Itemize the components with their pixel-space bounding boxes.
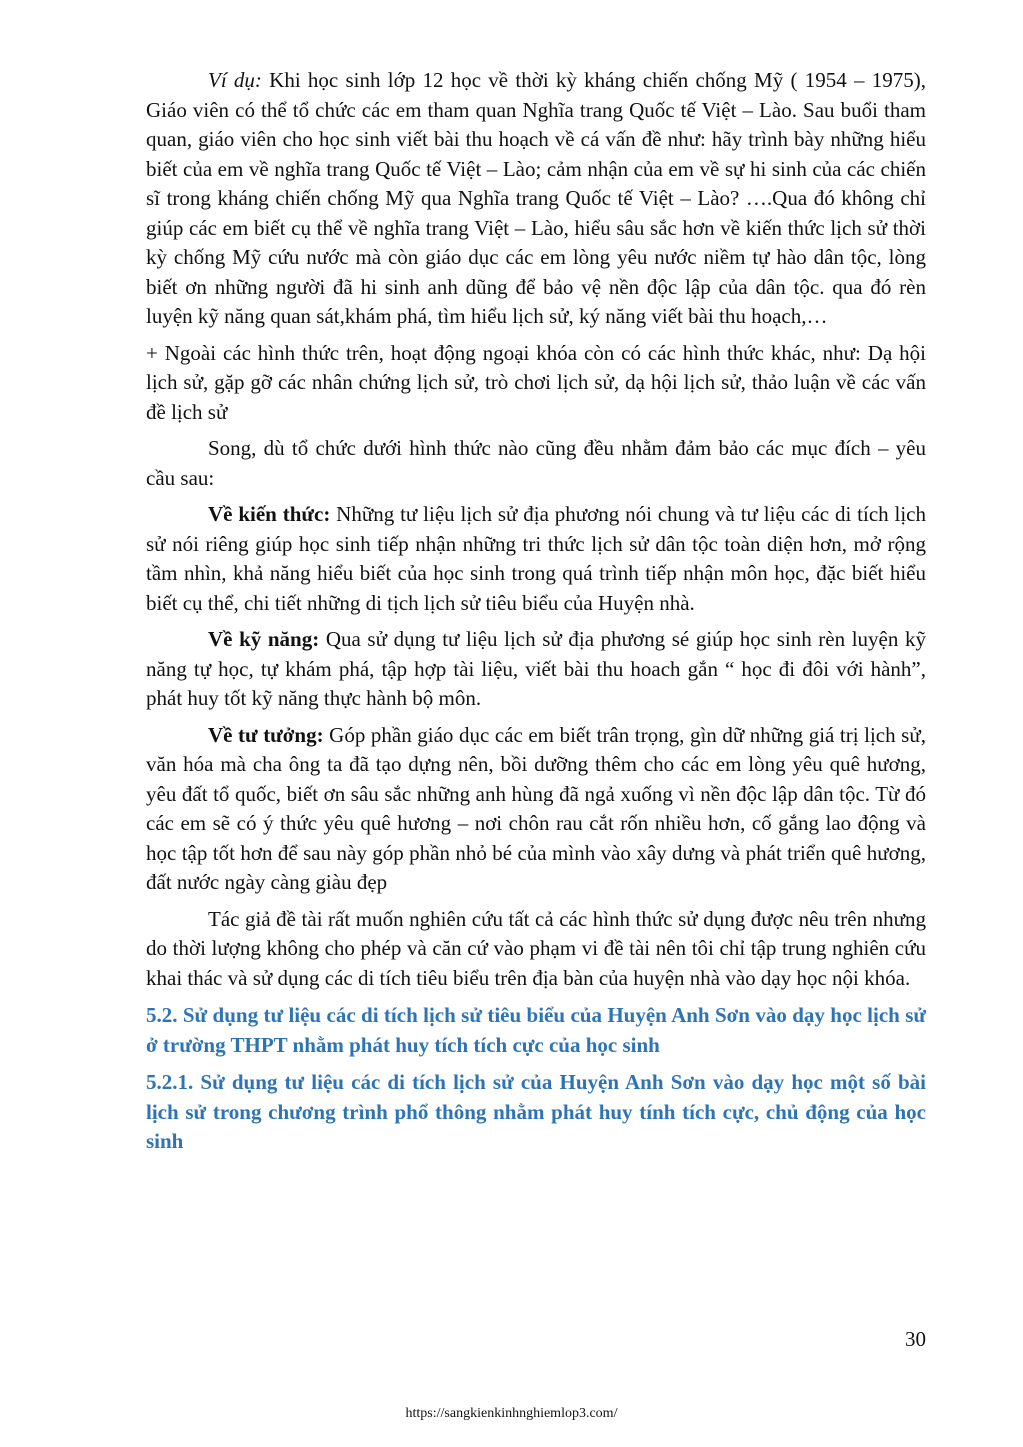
skills-lead: Về kỹ năng:	[208, 627, 320, 651]
skills-text: Qua sử dụng tư liệu lịch sử địa phương sé giúp học sinh rèn luyện kỹ năng tự học, tự khám phá, tập hợp tài liệu, viết bài thu hoach gắn “ học đi đôi với hành”, phát huy tốt kỹ năng thực hành bộ môn.	[146, 627, 926, 710]
knowledge-lead: Về kiến thức:	[208, 502, 331, 526]
paragraph-skills	[146, 625, 926, 714]
paragraph-example	[146, 66, 926, 332]
paragraph-knowledge	[146, 500, 926, 618]
section-heading-5-2-1: 5.2.1. Sử dụng tư liệu các di tích lịch sử của Huyện Anh Sơn vào dạy học một số bài lịch sử trong chương trình phổ thông nhằm phát huy tính tích cực, chủ động của học sinh	[146, 1070, 926, 1153]
page-number: 30	[905, 1327, 926, 1351]
paragraph-other-forms: + Ngoài các hình thức trên, hoạt động ngoại khóa còn có các hình thức khác, như: Dạ hội lịch sử, gặp gỡ các nhân chứng lịch sử, trò chơi lịch sử, dạ hội lịch sử, thảo luận về các vấn đề lịch sử	[146, 340, 926, 424]
paragraph-scope: Tác giả đề tài rất muốn nghiên cứu tất cả các hình thức sử dụng được nêu trên nhưng do thời lượng không cho phép và căn cứ vào phạm vi đề tài nên tôi chỉ tập trung nghiên cứu khai thác và sử dụng các di tích tiêu biểu trên địa bàn của huyện nhà vào dạy học nội khóa.	[146, 906, 926, 990]
knowledge-text: Những tư liệu lịch sử địa phương nói chung và tư liệu các di tích lịch sử nói riêng giúp học sinh tiếp nhận những tri thức lịch sử dân tộc toàn diện hơn, mở rộng tầm nhìn, khả năng hiểu biết của học sinh trong quá trình tiếp nhận môn học, đặc biết hiểu biết cụ thể, chi tiết những di tịch lịch sử tiêu biểu của Huyện nhà.	[146, 502, 926, 615]
footer-url: https://sangkienkinhnghiemlop3.com/	[405, 1406, 618, 1421]
document-body	[146, 66, 926, 1157]
paragraph-thought	[146, 721, 926, 898]
paragraph-purposes: Song, dù tổ chức dưới hình thức nào cũng đều nhằm đảm bảo các mục đích – yêu cầu sau:	[146, 436, 926, 490]
thought-text: Góp phần giáo dục các em biết trân trọng, gìn dữ những giá trị lịch sử, văn hóa mà cha ông ta đã tạo dựng nên, bồi dưỡng thêm cho các em lòng yêu quê hương, yêu đất tổ quốc, biết ơn sâu sắc những anh hùng đã ngả xuống vì nền độc lập dân tộc. Từ đó các em sẽ có ý thức yêu quê hương – nơi chôn rau cắt rốn nhiều hơn, cố gắng lao động và học tập tốt hơn để sau này góp phần nhỏ bé của mình vào xây dưng và phát triển quê hương, đất nước ngày càng giàu đẹp	[146, 722, 926, 894]
thought-lead: Về tư tưởng:	[208, 722, 324, 747]
example-text: Khi học sinh lớp 12 học về thời kỳ kháng chiến chống Mỹ ( 1954 – 1975), Giáo viên có thể tổ chức các em tham quan Nghĩa trang Quốc tế Việt – Lào. Sau buổi tham quan, giáo viên cho học sinh viết bài thu hoạch về cá vấn đề như: hãy trình bày những hiểu biết của em về nghĩa trang Quốc tế Việt – Lào; cảm nhận của em về sự hi sinh của các chiến sĩ trong kháng chiến chống Mỹ qua Nghĩa trang Quốc tế Việt – Lào? ….Qua đó không chỉ giúp các em biết cụ thể về nghĩa trang Việt – Lào, hiểu sâu sắc hơn về kiến thức lịch sử thời kỳ chống Mỹ cứu nước mà còn giáo dục các em lòng yêu nước niềm tự hào dân tộc, lòng biết ơn những người đã hi sinh anh dũng để bảo vệ nền độc lập của dân tộc. qua đó rèn luyện kỹ năng quan sát,khám phá, tìm hiểu lịch sử, ký năng viết bài thu hoạch,…	[146, 68, 926, 328]
section-heading-5-2: 5.2. Sử dụng tư liệu các di tích lịch sử tiêu biểu của Huyện Anh Sơn vào dạy học lịch sử ở trường THPT nhằm phát huy tích tích cực của học sinh	[146, 1003, 926, 1057]
example-lead: Ví dụ:	[208, 68, 262, 92]
